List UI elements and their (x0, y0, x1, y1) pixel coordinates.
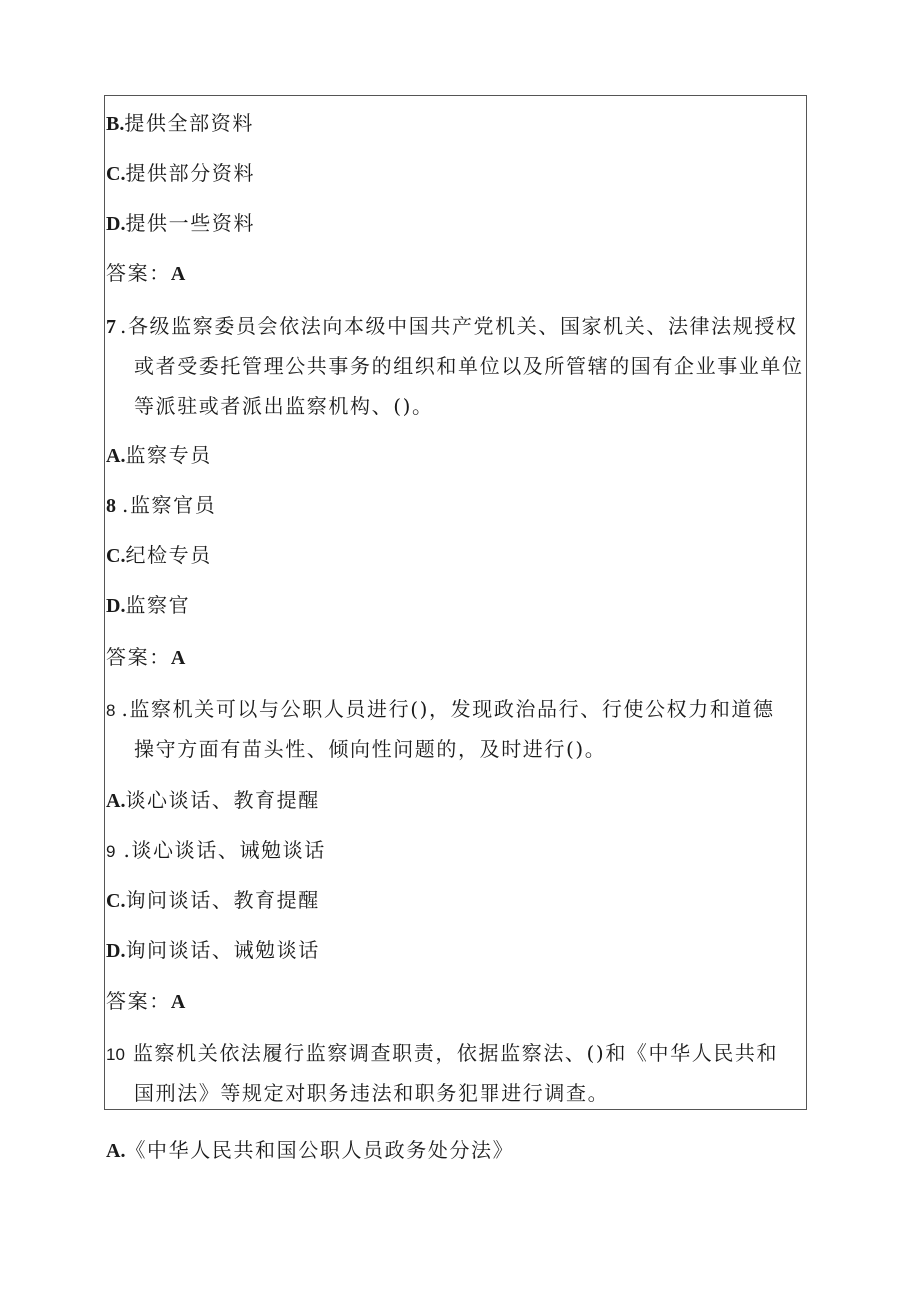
option-text: 监察专员 (125, 443, 212, 467)
question-text: .监察机关可以与公职人员进行()，发现政治品行、行使公权力和道德 (121, 697, 775, 721)
q8-stem-line-2: 操守方面有苗头性、倾向性问题的，及时进行()。 (134, 737, 607, 761)
option-text: 纪检专员 (125, 543, 212, 567)
option-text: 提供全部资料 (124, 111, 254, 135)
option-text: 监察官 (125, 593, 191, 617)
option-label: 9 (106, 842, 116, 861)
q8-option-c (106, 886, 320, 915)
option-label: C. (106, 890, 126, 912)
option-label: C. (106, 545, 126, 567)
q7-answer (106, 643, 185, 672)
option-text: 询问谈话、诫勉谈话 (125, 938, 320, 962)
answer-label: 答案： (106, 645, 171, 669)
q7-stem-line-2: 或者受委托管理公共事务的组织和单位以及所管辖的国有企业事业单位 (134, 354, 804, 378)
q8-option-b (106, 836, 326, 866)
option-label: A. (106, 790, 126, 812)
q7-option-c (106, 541, 212, 570)
option-text: .监察官员 (122, 493, 217, 517)
option-text: 提供一些资料 (125, 211, 256, 235)
q10-stem-line-1 (106, 1039, 778, 1069)
option-text: 谈心谈话、教育提醒 (125, 788, 320, 812)
option-label: D. (106, 213, 126, 235)
option-label: D. (106, 595, 126, 617)
q7-option-a (106, 441, 212, 470)
q8-option-a (106, 786, 320, 815)
answer-value: A (170, 647, 186, 669)
q7-option-b (106, 491, 216, 520)
q6-option-b (106, 109, 254, 138)
option-label: A. (106, 445, 126, 467)
q6-option-c (106, 159, 255, 188)
question-number: 10 (106, 1045, 125, 1064)
q10-option-a (106, 1136, 514, 1165)
q6-answer (106, 259, 185, 288)
option-label: C. (106, 163, 126, 185)
answer-label: 答案： (106, 989, 171, 1013)
option-label: B. (106, 113, 125, 135)
option-label: 8 (106, 495, 116, 517)
option-text: 《中华人民共和国公职人员政务处分法》 (125, 1138, 515, 1162)
option-text: .谈心谈话、诫勉谈话 (123, 838, 326, 862)
question-text: 监察机关依法履行监察调查职责，依据监察法、()和《中华人民共和 (132, 1041, 779, 1065)
question-text: .各级监察委员会依法向本级中国共产党机关、国家机关、法律法规授权 (120, 314, 798, 338)
answer-value: A (170, 991, 186, 1013)
q7-stem-line-1 (106, 312, 798, 341)
question-number: 8 (106, 701, 116, 720)
q8-answer (106, 987, 185, 1016)
option-text: 询问谈话、教育提醒 (125, 888, 320, 912)
q6-option-d (106, 209, 255, 238)
answer-label: 答案： (106, 261, 171, 285)
option-text: 提供部分资料 (125, 161, 256, 185)
q7-option-d (106, 591, 190, 620)
question-number: 7 (106, 316, 116, 338)
q10-stem-line-2: 国刑法》等规定对职务违法和职务犯罪进行调查。 (134, 1081, 610, 1105)
q8-stem-line-1 (106, 695, 775, 725)
option-label: D. (106, 940, 126, 962)
q8-option-d (106, 936, 320, 965)
option-label: A. (106, 1140, 126, 1162)
q7-stem-line-3: 等派驻或者派出监察机构、()。 (134, 394, 434, 418)
answer-value: A (170, 263, 186, 285)
